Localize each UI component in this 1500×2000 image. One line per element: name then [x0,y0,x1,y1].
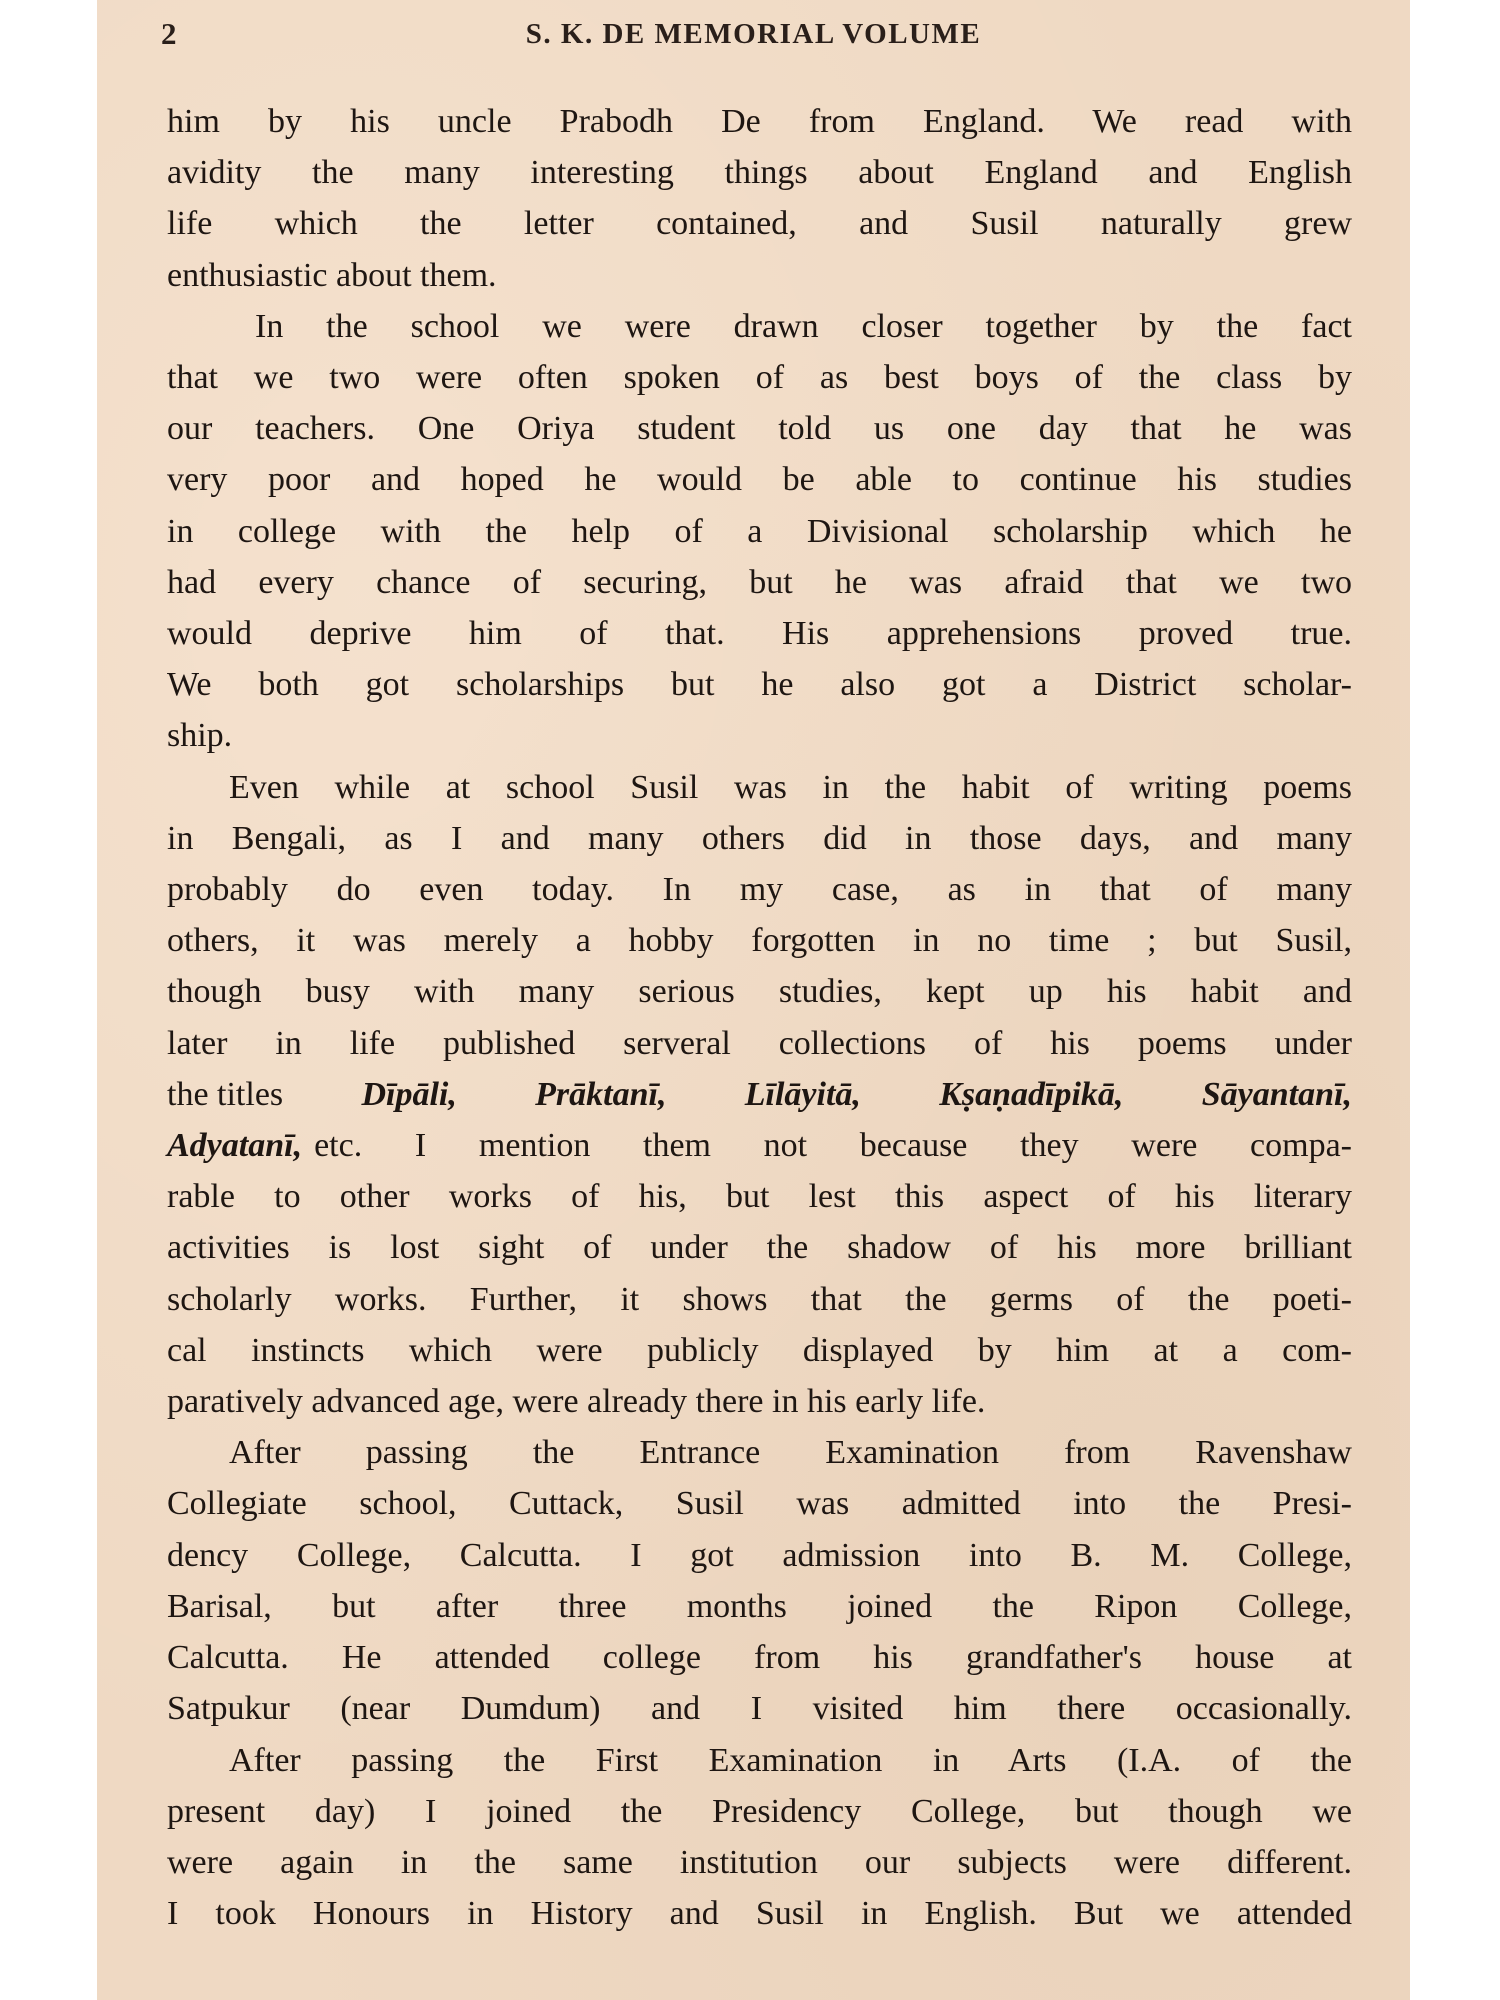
text-line: After passing the Entrance Examination from Ravenshaw [229,1434,1352,1472]
text-line: would deprive him of that. His apprehensions proved true. [167,615,1352,653]
adyatani-line [167,1120,1352,1171]
titles-prefix: the titles [167,1075,284,1113]
text-line: very poor and hoped he would be able to continue his studies [167,461,1352,499]
page-header [97,16,1410,64]
text-line: probably do even today. In my case, as in that of many [167,871,1352,909]
text-line: paratively advanced age, were already there in his early life. [167,1383,986,1421]
text-line: present day) I joined the Presidency College, but though we [167,1792,1352,1830]
text-line: our teachers. One Oriya student told us one day that he was [167,410,1352,448]
text-line: I took Honours in History and Susil in English. But we attended [167,1895,1352,1933]
text-line: Satpukur (near Dumdum) and I visited him there occasionally. [167,1690,1352,1728]
text-line: Barisal, but after three months joined the Ripon College, [167,1587,1352,1625]
text-line: though busy with many serious studies, kept up his habit and [167,973,1352,1011]
title-praktani: Prāktanī, [535,1075,667,1113]
text-line: Collegiate school, Cuttack, Susil was admitted into the Presi- [167,1485,1352,1523]
text-line: life which the letter contained, and Susil naturally grew [167,205,1352,243]
text-line: activities is lost sight of under the shadow of his more brilliant [167,1229,1352,1267]
title-sayantani: Sāyantanī, [1201,1075,1352,1113]
text-line: We both got scholarships but he also got a District scholar- [167,666,1352,704]
text-line: in Bengali, as I and many others did in those days, and many [167,819,1352,857]
text-line: scholarly works. Further, it shows that the germs of the poeti- [167,1280,1352,1318]
title-adyatani: Adyatanī, [167,1127,303,1165]
text-line: that we two were often spoken of as best boys of the class by [167,359,1352,397]
running-title: S. K. DE MEMORIAL VOLUME [525,18,982,50]
text-line: avidity the many interesting things about England and English [167,154,1352,192]
text-line: enthusiastic about them. [167,256,497,294]
title-ksanadipika: Kṣaṇadīpikā, [939,1075,1124,1113]
text-line: in college with the help of a Divisional scholarship which he [167,512,1352,550]
text-line: later in life published serveral collections of his poems under [167,1024,1352,1062]
text-line: dency College, Calcutta. I got admission into B. M. College, [167,1536,1352,1574]
text-line: had every chance of securing, but he was afraid that we two [167,563,1352,601]
titles-line [167,1069,1352,1120]
title-dipali: Dīpāli, [361,1075,457,1113]
title-lilayita: Līlāyitā, [744,1075,861,1113]
adyatani-rest: etc. I mention them not because they were compa- [314,1127,1352,1165]
text-line: ship. [167,717,233,755]
text-line: him by his uncle Prabodh De from England. We read with [167,103,1352,140]
body-text [167,96,1352,1939]
book-page [97,0,1410,2000]
text-line: others, it was merely a hobby forgotten in no time ; but Susil, [167,922,1352,960]
text-line: Even while at school Susil was in the habit of writing poems [229,768,1352,806]
text-line: cal instincts which were publicly displayed by him at a com- [167,1331,1352,1369]
page-number: 2 [161,16,177,51]
text-line: rable to other works of his, but lest this aspect of his literary [167,1178,1352,1216]
text-line: After passing the First Examination in Arts (I.A. of the [229,1741,1352,1779]
text-line: Calcutta. He attended college from his grandfather's house at [167,1639,1352,1677]
text-line: were again in the same institution our subjects were different. [167,1843,1352,1881]
text-line: In the school we were drawn closer together by the fact [255,307,1352,345]
